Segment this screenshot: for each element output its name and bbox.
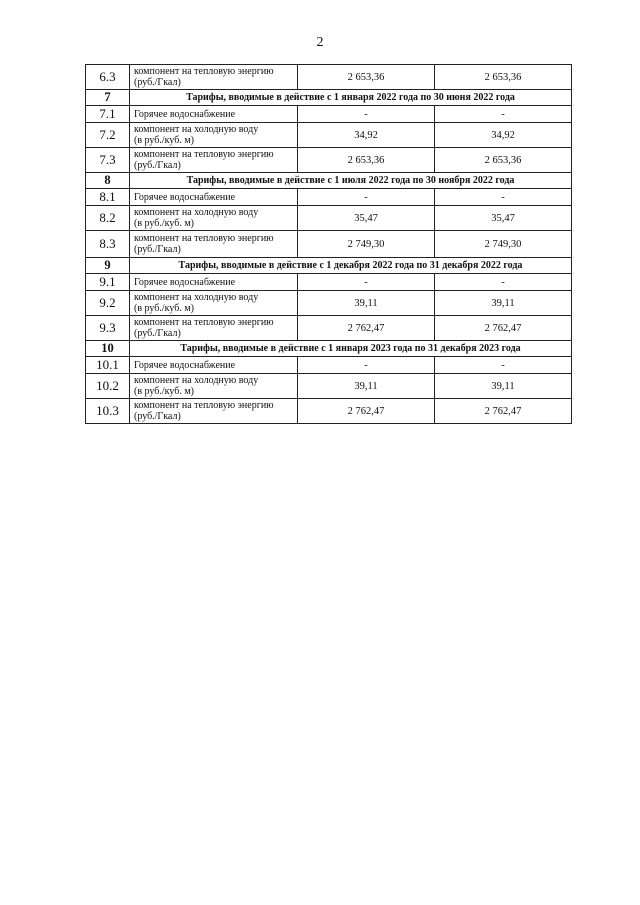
description-line: (руб./Гкал) (134, 77, 181, 88)
tariff-value-col1: 2 762,47 (298, 316, 435, 341)
description-line: компонент на тепловую энергию (134, 400, 274, 411)
description-line: (руб./Гкал) (134, 328, 181, 339)
table-row (86, 231, 572, 258)
tariff-value-col2: 2 653,36 (435, 65, 572, 90)
tariff-value-col1: 2 653,36 (298, 65, 435, 90)
row-number: 9.1 (86, 274, 130, 291)
description-line: компонент на тепловую энергию (134, 233, 274, 244)
row-number: 8.1 (86, 189, 130, 206)
tariff-value-col1: 2 653,36 (298, 148, 435, 173)
table-row (86, 274, 572, 291)
table-row (86, 106, 572, 123)
table-row (86, 206, 572, 231)
section-number: 10 (86, 341, 130, 357)
table-row (86, 357, 572, 374)
description-line: (руб./Гкал) (134, 160, 181, 171)
description-line: компонент на тепловую энергию (134, 149, 274, 160)
row-number: 8.2 (86, 206, 130, 231)
page-number: 2 (316, 35, 324, 50)
section-title: Тарифы, вводимые в действие с 1 июля 2022 года по 30 ноября 2022 года (130, 173, 572, 189)
section-header-row (86, 258, 572, 274)
tariff-value-col2: - (435, 357, 572, 374)
row-description (130, 189, 298, 206)
row-number: 6.3 (86, 65, 130, 90)
tariff-value-col1: 2 749,30 (298, 231, 435, 258)
section-number: 7 (86, 90, 130, 106)
description-line: компонент на холодную воду (134, 207, 259, 218)
description-line: (в руб./куб. м) (134, 386, 194, 397)
tariff-value-col2: 2 653,36 (435, 148, 572, 173)
section-header-row (86, 341, 572, 357)
description-line: компонент на холодную воду (134, 375, 259, 386)
tariff-value-col2: 34,92 (435, 123, 572, 148)
description-line: (в руб./куб. м) (134, 303, 194, 314)
table-row (86, 399, 572, 424)
row-description (130, 291, 298, 316)
tariff-value-col1: 35,47 (298, 206, 435, 231)
description-line: компонент на тепловую энергию (134, 317, 274, 328)
description-line: Горячее водоснабжение (134, 191, 236, 203)
tariff-value-col2: - (435, 189, 572, 206)
row-description (130, 316, 298, 341)
tariff-value-col2: 2 749,30 (435, 231, 572, 258)
tariff-table (85, 64, 572, 424)
tariff-value-col2: 2 762,47 (435, 399, 572, 424)
row-description (130, 357, 298, 374)
row-description (130, 374, 298, 399)
tariff-value-col1: - (298, 357, 435, 374)
tariff-value-col1: 39,11 (298, 374, 435, 399)
table-row (86, 374, 572, 399)
section-number: 8 (86, 173, 130, 189)
section-title: Тарифы, вводимые в действие с 1 января 2023 года по 31 декабря 2023 года (130, 341, 572, 357)
row-number: 8.3 (86, 231, 130, 258)
tariff-table-body (86, 65, 572, 424)
row-number: 7.3 (86, 148, 130, 173)
tariff-value-col2: 2 762,47 (435, 316, 572, 341)
table-row (86, 189, 572, 206)
section-header-row (86, 173, 572, 189)
row-description (130, 123, 298, 148)
row-description (130, 399, 298, 424)
description-line: компонент на холодную воду (134, 124, 259, 135)
section-header-row (86, 90, 572, 106)
description-line: Горячее водоснабжение (134, 276, 236, 288)
table-row (86, 65, 572, 90)
tariff-value-col1: 34,92 (298, 123, 435, 148)
tariff-value-col2: - (435, 106, 572, 123)
table-row (86, 148, 572, 173)
table-row (86, 291, 572, 316)
row-number: 7.1 (86, 106, 130, 123)
row-number: 7.2 (86, 123, 130, 148)
tariff-value-col1: 2 762,47 (298, 399, 435, 424)
tariff-value-col1: - (298, 274, 435, 291)
tariff-value-col2: 35,47 (435, 206, 572, 231)
tariff-value-col2: 39,11 (435, 374, 572, 399)
table-row (86, 316, 572, 341)
table-row (86, 123, 572, 148)
tariff-value-col2: 39,11 (435, 291, 572, 316)
description-line: (в руб./куб. м) (134, 218, 194, 229)
row-description (130, 148, 298, 173)
description-line: (руб./Гкал) (134, 244, 181, 255)
row-description (130, 65, 298, 90)
description-line: Горячее водоснабжение (134, 359, 236, 371)
tariff-value-col1: - (298, 106, 435, 123)
row-description (130, 106, 298, 123)
row-number: 10.3 (86, 399, 130, 424)
row-description (130, 231, 298, 258)
description-line: компонент на тепловую энергию (134, 66, 274, 77)
tariff-value-col2: - (435, 274, 572, 291)
row-number: 10.2 (86, 374, 130, 399)
row-number: 9.3 (86, 316, 130, 341)
row-number: 9.2 (86, 291, 130, 316)
section-number: 9 (86, 258, 130, 274)
description-line: (в руб./куб. м) (134, 135, 194, 146)
description-line: Горячее водоснабжение (134, 108, 236, 120)
row-description (130, 274, 298, 291)
description-line: компонент на холодную воду (134, 292, 259, 303)
tariff-value-col1: 39,11 (298, 291, 435, 316)
row-number: 10.1 (86, 357, 130, 374)
section-title: Тарифы, вводимые в действие с 1 января 2022 года по 30 июня 2022 года (130, 90, 572, 106)
section-title: Тарифы, вводимые в действие с 1 декабря 2022 года по 31 декабря 2022 года (130, 258, 572, 274)
row-description (130, 206, 298, 231)
tariff-value-col1: - (298, 189, 435, 206)
description-line: (руб./Гкал) (134, 411, 181, 422)
